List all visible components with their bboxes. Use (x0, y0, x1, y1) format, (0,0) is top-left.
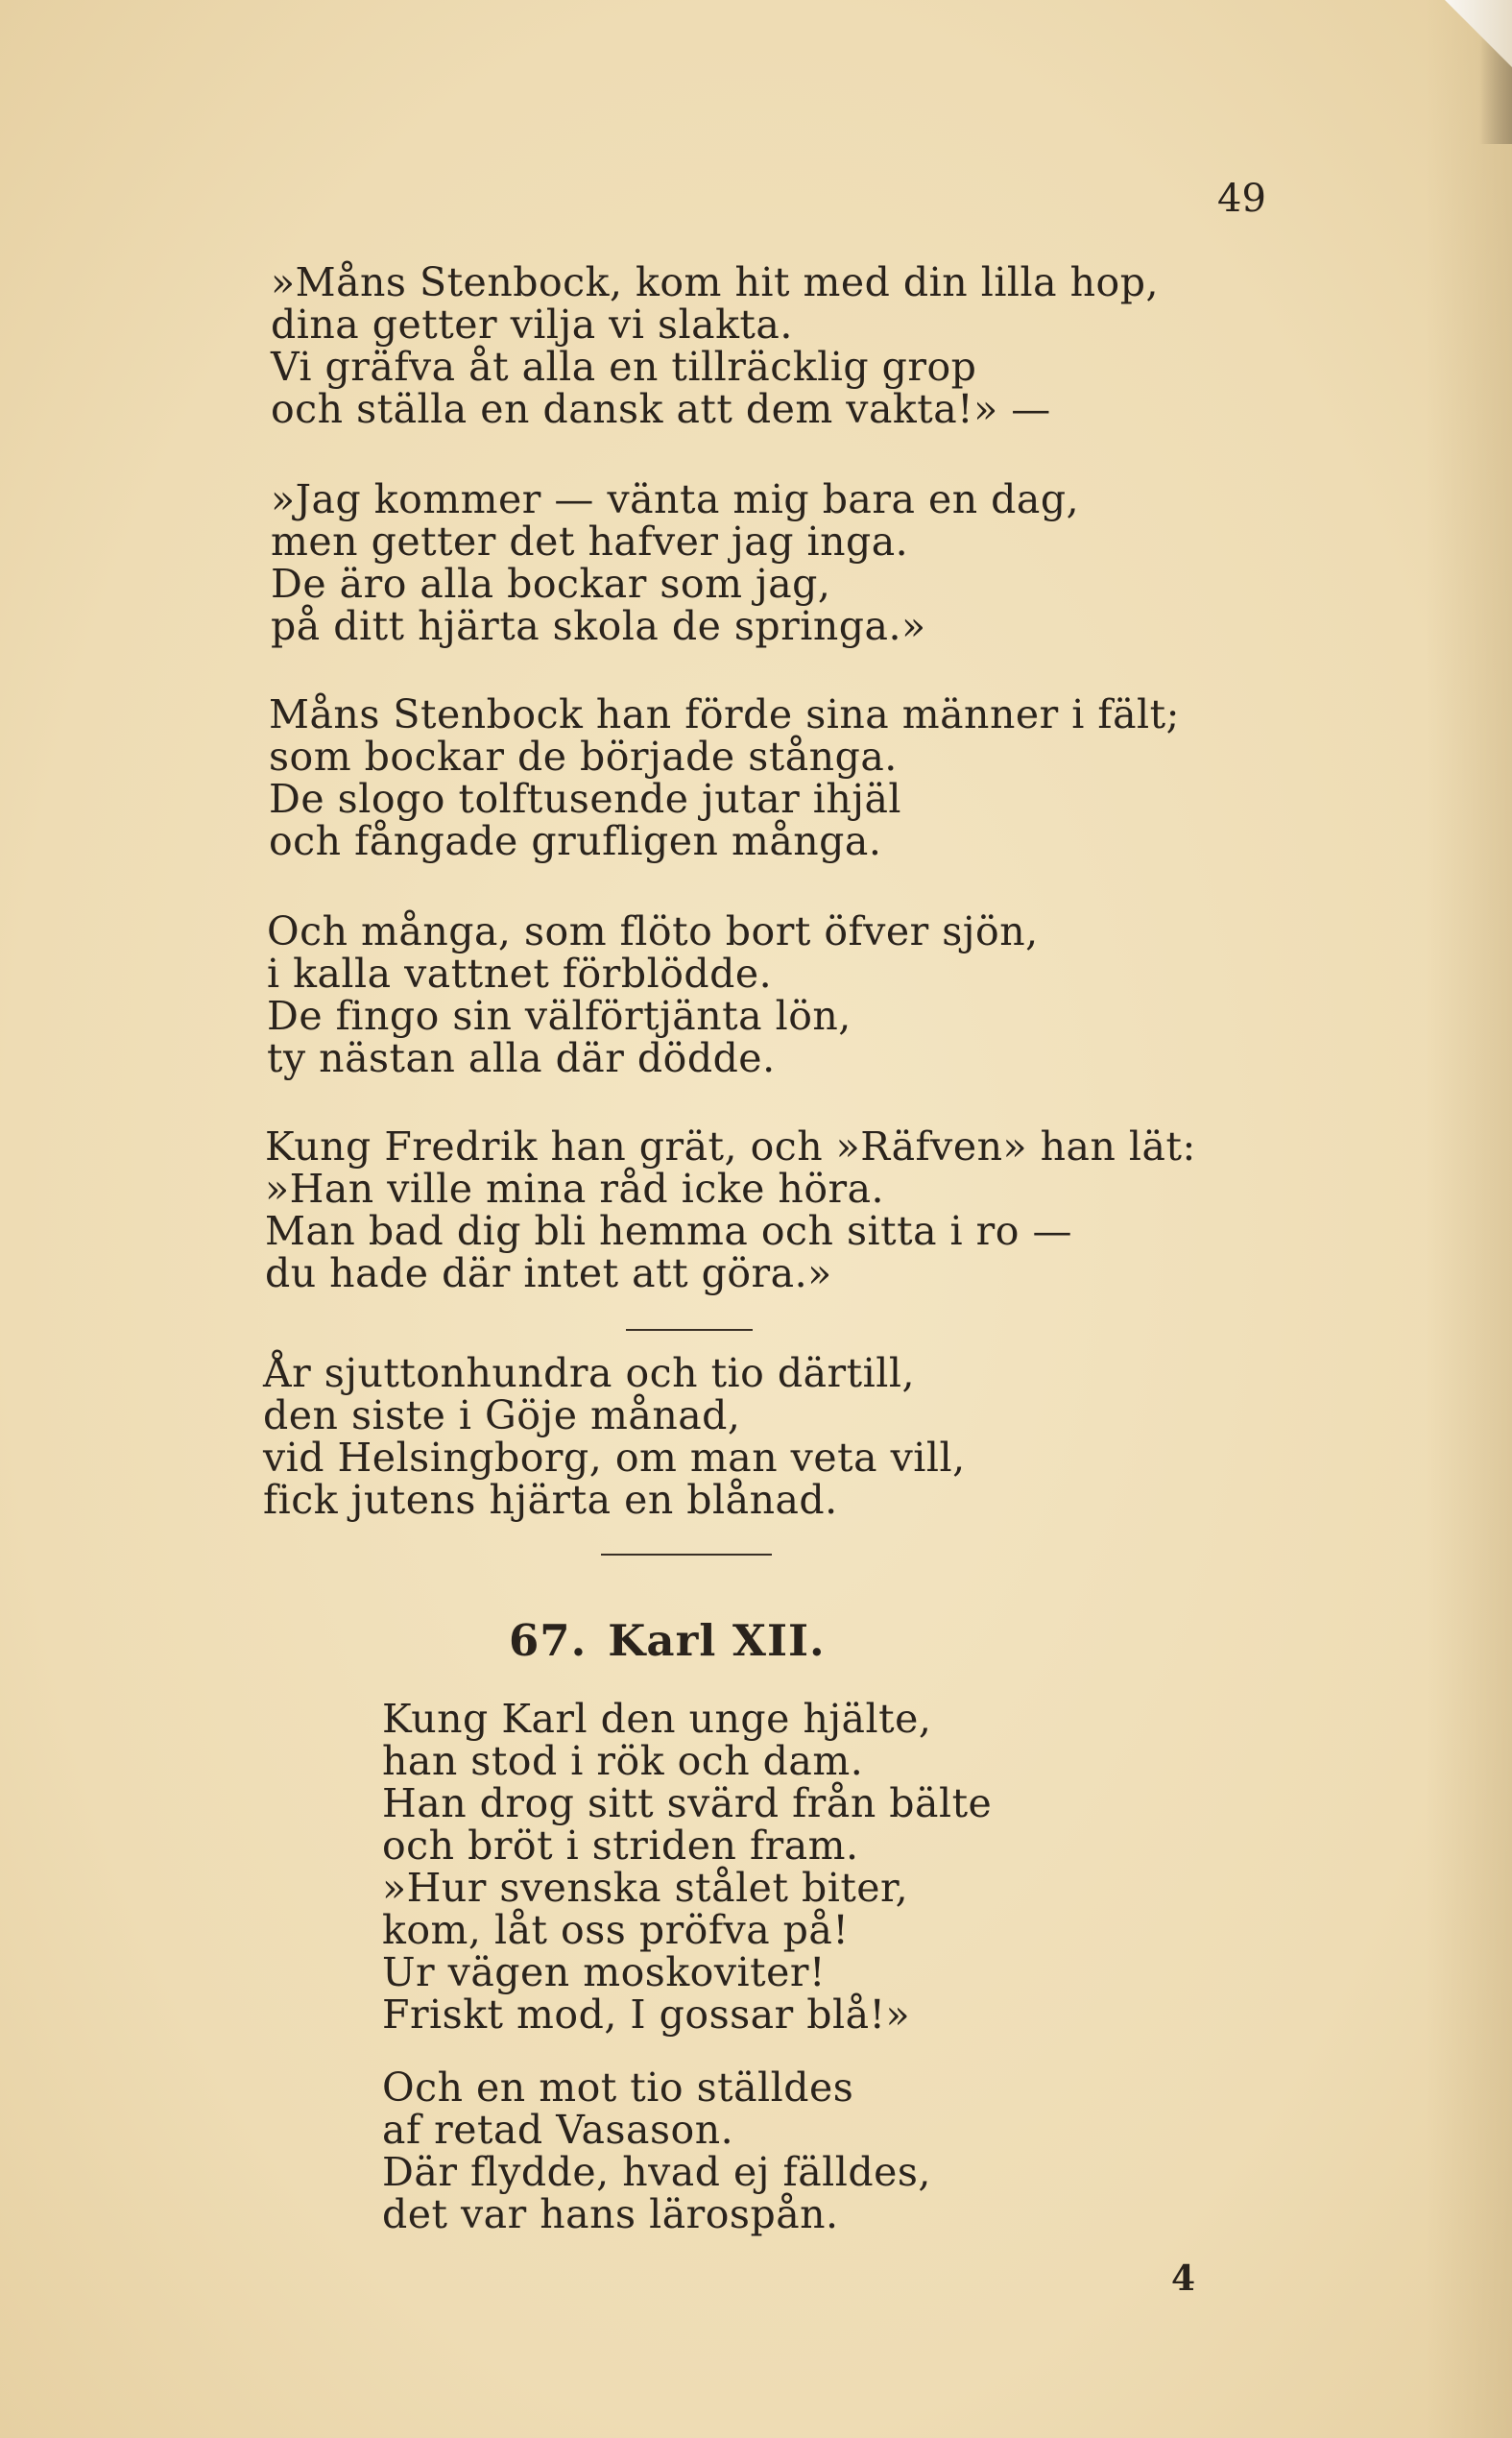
verse-line: »Jag kommer — vänta mig bara en dag, (271, 476, 1080, 522)
stanza-4 (267, 910, 1039, 1079)
verse-line: på ditt hjärta skola de springa.» (271, 603, 926, 649)
verse-line: det var hans lärospån. (382, 2191, 839, 2237)
verse-line: De fingo sin välförtjänta lön, (267, 993, 852, 1039)
verse-line: af retad Vasason. (382, 2107, 734, 2153)
verse-line: och ställa en dansk att dem vakta!» — (271, 386, 1051, 432)
verse-line: Där flydde, hvad ej fälldes, (382, 2149, 931, 2195)
verse-line: De slogo tolftusende jutar ihjäl (269, 776, 902, 822)
verse-line: År sjuttonhundra och tio därtill, (263, 1350, 916, 1396)
verse-line: men getter det hafver jag inga. (271, 519, 909, 565)
section-divider (626, 1329, 753, 1331)
verse-line: De äro alla bockar som jag, (271, 561, 831, 607)
stanza-1 (271, 261, 1159, 430)
verse-line: i kalla vattnet förblödde. (267, 951, 773, 997)
verse-line: Friskt mod, I gossar blå!» (382, 1991, 911, 2038)
verse-line: fick jutens hjärta en blånad. (263, 1477, 838, 1523)
stanza-5 (265, 1125, 1196, 1294)
verse-line: »Hur svenska stålet biter, (382, 1865, 909, 1911)
verse-line: Kung Fredrik han grät, och »Räfven» han lät: (265, 1123, 1196, 1170)
song-title: Karl XII. (608, 1615, 826, 1666)
verse-line: Kung Karl den unge hjälte, (382, 1696, 932, 1742)
verse-line: Vi gräfva åt alla en tillräcklig grop (271, 344, 977, 390)
song-stanza-1 (382, 1698, 992, 2036)
page-number: 49 (1217, 177, 1266, 221)
song-heading (509, 1615, 826, 1666)
verse-line: dina getter vilja vi slakta. (271, 302, 793, 348)
verse-line: Man bad dig bli hemma och sitta i ro — (265, 1208, 1073, 1254)
song-number: 67. (509, 1615, 588, 1666)
verse-line: som bockar de började stånga. (269, 734, 898, 780)
verse-line: den siste i Göje månad, (263, 1392, 741, 1438)
stanza-3 (269, 693, 1180, 862)
verse-line: Han drog sitt svärd från bälte (382, 1780, 993, 1826)
verse-line: Och många, som flöto bort öfver sjön, (267, 908, 1039, 954)
verse-line: Måns Stenbock han förde sina männer i fält; (269, 691, 1180, 737)
verse-line: han stod i rök och dam. (382, 1738, 864, 1784)
signature-mark: 4 (1171, 2258, 1196, 2299)
stanza-2 (271, 478, 1079, 647)
verse-line: »Han ville mina råd icke höra. (265, 1166, 885, 1212)
verse-line: Och en mot tio ställdes (382, 2064, 854, 2111)
verse-line: kom, låt oss pröfva på! (382, 1907, 850, 1953)
verse-line: du hade där intet att göra.» (265, 1250, 832, 1296)
verse-line: Ur vägen moskoviter! (382, 1949, 826, 1995)
verse-line: vid Helsingborg, om man veta vill, (263, 1435, 966, 1481)
verse-line: och fångade grufligen många. (269, 818, 882, 864)
verse-line: ty nästan alla där dödde. (267, 1035, 776, 1081)
verse-line: »Måns Stenbock, kom hit med din lilla hop, (271, 259, 1160, 305)
song-end-divider (601, 1554, 772, 1556)
song-stanza-2 (382, 2066, 931, 2235)
verse-line: och bröt i striden fram. (382, 1822, 859, 1869)
stanza-6 (263, 1352, 966, 1521)
page-corner-fold (1445, 0, 1512, 67)
